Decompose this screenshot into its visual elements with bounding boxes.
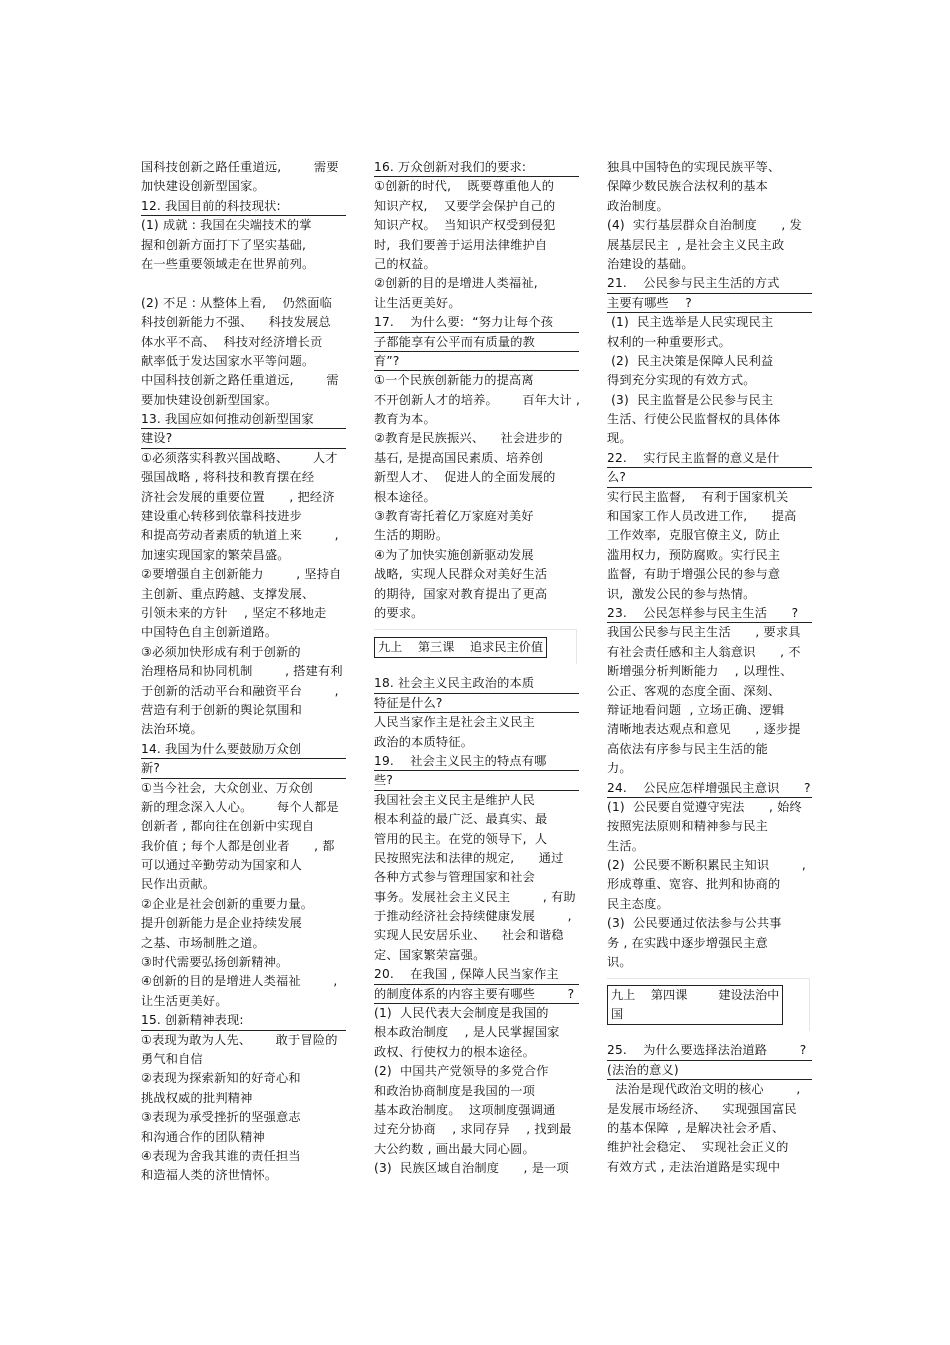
text-line: 加快建设创新型国家。	[141, 179, 265, 194]
text-line: 治建设的基础。	[607, 256, 694, 271]
text-line: 21. 公民参与民主生活的方式	[607, 274, 812, 293]
text-line: 展基层民主 , 是社会主义民主政	[607, 237, 785, 252]
text-line: 体水平不高、 科技对经济增长贡	[141, 334, 323, 349]
text-line: ②企业是社会创新的重要力量。	[141, 896, 314, 911]
text-line: 勇气和自信	[141, 1051, 203, 1066]
text-line: 有社会责任感和主人翁意识 , 不	[607, 644, 801, 659]
text-line: 民按照宪法和法律的规定, 通过	[374, 850, 564, 865]
text-line: 建设重心转移到依靠科技进步	[141, 509, 303, 524]
text-line: 法治环境。	[141, 722, 203, 737]
text-line: 让生活更美好。	[374, 295, 461, 310]
text-line: ②创新的目的是增进人类福祉,	[374, 276, 538, 291]
text-line: ③必须加快形成有利于创新的	[141, 644, 301, 659]
text-line: 的要求。	[374, 605, 424, 620]
text-line: 17. 为什么要: “努力让每个孩	[374, 313, 579, 332]
section-heading: 九上 第四课 建设法治中 国	[607, 985, 783, 1025]
text-line: 可以通过辛勤劳动为国家和人	[141, 858, 303, 873]
text-line: (3) 民主监督是公民参与民主	[607, 392, 774, 407]
text-line: 些?	[374, 771, 579, 790]
text-line: 实现人民安居乐业、 社会和谐稳	[374, 928, 564, 943]
text-line: 基本政治制度。 这项制度强调通	[374, 1102, 556, 1117]
text-line: (1) 公民要自觉遵守宪法 , 始终	[607, 799, 802, 814]
text-line: 滥用权力, 预防腐败。实行民主	[607, 547, 781, 562]
text-line: 根本政治制度 , 是人民掌握国家	[374, 1025, 560, 1040]
text-line: (1) 民主选举是人民实现民主	[607, 315, 774, 330]
section-heading-frame	[607, 978, 810, 1031]
text-line: 和国家工作人员改进工作, 提高	[607, 509, 797, 524]
text-line: 独具中国特色的实现民族平等、	[607, 160, 781, 174]
text-line: 民作出贡献。	[141, 877, 216, 892]
text-line: 辩证地看问题 , 立场正确、逻辑	[607, 702, 785, 717]
section-heading: 九上 第三课 追求民主价值	[374, 637, 547, 658]
text-line: 我价值 ; 每个人都是创业者 , 都	[141, 838, 335, 853]
text-line: ①表现为敢为人先、 敢于冒险的	[141, 1032, 338, 1047]
text-line: ①当今社会, 大众创业、万众创	[141, 780, 313, 795]
text-line: 清晰地表达观点和意见 , 逐步提	[607, 722, 801, 737]
text-line: (法治的意义)	[607, 1061, 812, 1080]
text-line: 治理格局和协同机制 , 搭建有利	[141, 664, 343, 679]
text-line: 加速实现国家的繁荣昌盛。	[141, 547, 290, 562]
text-line: 引领未来的方针 , 坚定不移地走	[141, 605, 327, 620]
text-line: 生活的期盼。	[374, 528, 449, 543]
text-line: 各种方式参与管理国家和社会	[374, 870, 536, 885]
text-line: 主创新、重点跨越、支撑发展、	[141, 586, 315, 601]
text-line: 国科技创新之路任重道远, 需要	[141, 160, 339, 174]
text-line: ③教育寄托着亿万家庭对美好	[374, 509, 534, 524]
text-line: 己的权益。	[374, 256, 436, 271]
text-line: 在一些重要领域走在世界前列。	[141, 256, 315, 271]
text-line: 的期待, 国家对教育提出了更高	[374, 586, 548, 601]
text-line: 法治是现代政治文明的核心 ,	[607, 1082, 801, 1097]
text-line: 和提高劳动者素质的轨道上来 ,	[141, 528, 339, 543]
column-3	[607, 158, 812, 1177]
text-line: 知识产权, 又要学会保护自己的	[374, 198, 556, 213]
text-line: 主要有哪些 ?	[607, 294, 812, 313]
text-line: (3) 公民要通过依法参与公共事	[607, 916, 782, 931]
text-line: 营造有利于创新的舆论氛围和	[141, 702, 303, 717]
text-line: 得到充分实现的有效方式。	[607, 373, 756, 388]
text-line: (3) 民族区域自治制度 , 是一项	[374, 1161, 569, 1176]
text-line: 特征是什么?	[374, 694, 579, 713]
text-line: 实行民主监督, 有利于国家机关	[607, 489, 789, 504]
text-line: (1) 成就 : 我国在尖端技术的掌	[141, 218, 312, 233]
text-line: 识, 激发公民的参与热情。	[607, 586, 756, 601]
text-line: (2) 不足 : 从整体上看, 仍然面临	[141, 295, 333, 310]
text-line: 务 , 在实践中逐步增强民主意	[607, 935, 768, 950]
text-line: ②表现为探索新知的好奇心和	[141, 1071, 301, 1086]
text-line: 我国社会主义民主是维护人民	[374, 792, 536, 807]
text-line: 13. 我国应如何推动创新型国家	[141, 410, 346, 429]
text-line: 基石, 是提高国民素质、培养创	[374, 450, 544, 465]
text-line: (2) 公民要不断积累民主知识 ,	[607, 858, 806, 873]
text-line: (4) 实行基层群众自治制度 , 发	[607, 218, 802, 233]
text-line: (1) 人民代表大会制度是我国的	[374, 1006, 549, 1021]
text-line: 人民当家作主是社会主义民主	[374, 715, 536, 730]
text-line: 创新者 , 都向往在创新中实现自	[141, 819, 315, 834]
text-line: 时, 我们要善于运用法律维护自	[374, 237, 548, 252]
text-line: 15. 创新精神表现:	[141, 1011, 346, 1030]
text-line: 25. 为什么要选择法治道路 ?	[607, 1041, 812, 1060]
text-line: 子都能享有公平而有质量的教	[374, 333, 579, 352]
text-line: 挑战权威的批判精神	[141, 1090, 253, 1105]
text-line: 根本途径。	[374, 489, 436, 504]
text-line: 和造福人类的济世情怀。	[141, 1168, 278, 1183]
text-line: 政权、行使权力的根本途径。	[374, 1044, 536, 1059]
text-line: 形成尊重、宽容、批判和协商的	[607, 877, 781, 892]
text-line: 过充分协商 , 求同存异 , 找到最	[374, 1122, 572, 1137]
text-line: ②教育是民族振兴、 社会进步的	[374, 431, 563, 446]
text-line: ②要增强自主创新能力 , 坚持自	[141, 567, 342, 582]
text-line: 提升创新能力是企业持续发展	[141, 916, 303, 931]
text-line: 不开创新人才的培养。 百年大计 ,	[374, 392, 581, 407]
text-line: 中国特色自主创新道路。	[141, 625, 278, 640]
text-line: 19. 社会主义民主的特点有哪	[374, 752, 579, 771]
text-line: 之基、市场制胜之道。	[141, 935, 265, 950]
text-line: ④表现为舍我其谁的责任担当	[141, 1148, 301, 1163]
text-line: 握和创新方面打下了坚实基础,	[141, 237, 307, 252]
text-line: 么?	[607, 468, 812, 487]
text-line: 公正、客观的态度全面、深刻、	[607, 683, 781, 698]
text-line: 中国科技创新之路任重道远, 需	[141, 373, 339, 388]
column-2	[374, 158, 579, 1179]
text-line: 事务。发展社会主义民主 , 有助	[374, 889, 576, 904]
blank-line	[141, 274, 346, 293]
text-line: 于创新的活动平台和融资平台 ,	[141, 683, 339, 698]
text-line: 工作效率, 克服官僚主义, 防止	[607, 528, 781, 543]
text-line: 18. 社会主义民主政治的本质	[374, 674, 579, 693]
text-line: 生活、行使公民监督权的具体体	[607, 412, 781, 427]
text-line: ④创新的目的是增进人类福祉 ,	[141, 974, 338, 989]
text-line: 12. 我国目前的科技现状:	[141, 197, 346, 216]
text-line: 让生活更美好。	[141, 993, 228, 1008]
text-line: 献率低于发达国家水平等问题。	[141, 353, 315, 368]
text-line: 建设?	[141, 429, 346, 448]
text-line: 按照宪法原则和精神参与民主	[607, 819, 769, 834]
text-line: ①一个民族创新能力的提高离	[374, 373, 534, 388]
text-line: 根本利益的最广泛、最真实、最	[374, 812, 548, 827]
text-line: 22. 实行民主监督的意义是什	[607, 449, 812, 468]
text-line: 16. 万众创新对我们的要求:	[374, 158, 579, 177]
text-line: ①必须落实科教兴国战略、 人才	[141, 450, 338, 465]
text-line: 大公约数 , 画出最大同心圆。	[374, 1141, 535, 1156]
text-line: 保障少数民族合法权利的基本	[607, 179, 769, 194]
text-line: (2) 中国共产党领导的多党合作	[374, 1064, 549, 1079]
text-line: 育”?	[374, 352, 579, 371]
text-line: (2) 民主决策是保障人民利益	[607, 353, 774, 368]
text-line: ③时代需要弘扬创新精神。	[141, 955, 289, 970]
text-line: 是发展市场经济、 实现强国富民	[607, 1101, 797, 1116]
text-line: 高依法有序参与民主生活的能	[607, 741, 769, 756]
text-line: 的制度体系的内容主要有哪些 ?	[374, 985, 579, 1004]
text-line: 有效方式 , 走法治道路是实现中	[607, 1159, 781, 1174]
text-line: 和沟通合作的团队精神	[141, 1129, 265, 1144]
text-line: 于推动经济社会持续健康发展 ,	[374, 909, 572, 924]
text-line: 新的理念深入人心。 每个人都是	[141, 799, 339, 814]
text-line: 政治制度。	[607, 198, 669, 213]
text-line: 识。	[607, 955, 632, 970]
text-line: 新?	[141, 759, 346, 778]
text-line: 教育为本。	[374, 412, 436, 427]
text-line: 管用的民主。在党的领导下, 人	[374, 831, 548, 846]
text-line: 新型人才、 促进人的全面发展的	[374, 470, 556, 485]
text-line: 定、国家繁荣富强。	[374, 947, 486, 962]
text-line: 济社会发展的重要位置 , 把经济	[141, 489, 335, 504]
text-line: 断增强分析判断能力 , 以理性、	[607, 664, 793, 679]
text-line: ①创新的时代, 既要尊重他人的	[374, 179, 555, 194]
column-1	[141, 158, 346, 1186]
text-line: ④为了加快实施创新驱动发展	[374, 547, 534, 562]
text-line: 14. 我国为什么要鼓励万众创	[141, 740, 346, 759]
text-line: 现。	[607, 431, 632, 446]
text-line: 知识产权。 当知识产权受到侵犯	[374, 218, 556, 233]
text-line: 力。	[607, 761, 632, 776]
text-line: 监督, 有助于增强公民的参与意	[607, 567, 781, 582]
text-line: 权利的一种重要形式。	[607, 334, 731, 349]
text-line: 20. 在我国 , 保障人民当家作主	[374, 965, 579, 984]
text-line: 战略, 实现人民群众对美好生活	[374, 567, 548, 582]
text-line: 要加快建设创新型国家。	[141, 392, 278, 407]
text-line: 维护社会稳定、 实现社会正义的	[607, 1140, 789, 1155]
text-line: 23. 公民怎样参与民主生活 ?	[607, 604, 812, 623]
text-line: 强国战略 , 将科技和教育摆在经	[141, 470, 315, 485]
text-line: ③表现为承受挫折的坚强意志	[141, 1110, 301, 1125]
text-line: 24. 公民应怎样增强民主意识 ?	[607, 779, 812, 798]
text-line: 民主态度。	[607, 896, 669, 911]
text-line: 政治的本质特征。	[374, 734, 474, 749]
text-line: 生活。	[607, 838, 645, 853]
section-heading-frame	[374, 629, 577, 664]
text-line: 科技创新能力不强、 科技发展总	[141, 315, 331, 330]
text-line: 和政治协商制度是我国的一项	[374, 1083, 536, 1098]
text-line: 的基本保障 , 是解决社会矛盾、	[607, 1120, 785, 1135]
text-line: 我国公民参与民主生活 , 要求具	[607, 625, 801, 640]
